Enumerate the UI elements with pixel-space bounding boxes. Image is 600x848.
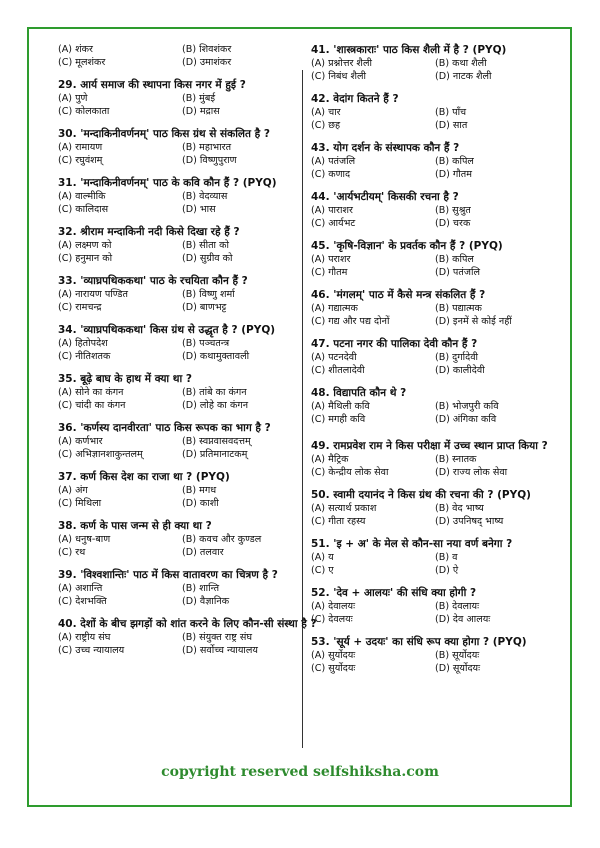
answer-option: (B) कथा शैली (435, 58, 487, 69)
answer-option: (A) लक्ष्मण को (58, 240, 112, 251)
answer-option: (D) इनमें से कोई नहीं (435, 316, 512, 327)
question-block (311, 537, 556, 577)
answer-option: (B) दुर्गादेवी (435, 352, 479, 363)
question-block (311, 635, 556, 675)
answer-option: (D) मद्रास (182, 106, 220, 117)
answer-option: (D) बाणभट्ट (182, 302, 227, 313)
question-block (311, 190, 556, 230)
answer-option: (C) गौतम (311, 267, 348, 278)
question-block (311, 586, 556, 626)
question-block (58, 568, 303, 608)
answer-option: (C) मगही कवि (311, 414, 366, 425)
question-text: 46. 'मंगलम्' पाठ में कैसे मन्त्र संकलित हैं ? (311, 289, 486, 301)
answer-options (58, 533, 303, 559)
answer-option: (C) ए (311, 565, 334, 576)
answer-option: (D) राज्य लोक सेवा (435, 467, 508, 478)
question-text: 40. देशों के बीच झगड़ों को शांत करने के लिए कौन-सी संस्था है ? (58, 618, 317, 630)
answer-option: (D) कथामुक्तावली (182, 351, 250, 362)
answer-option: (A) नारायण पण्डित (58, 289, 128, 300)
answer-options (58, 484, 303, 510)
question-text: 47. पटना नगर की पालिका देवी कौन हैं ? (311, 338, 478, 350)
answer-options (311, 253, 556, 279)
question-text: 49. रामप्रवेश राम ने किस परीक्षा में उच्च स्थान प्राप्त किया ? (311, 440, 548, 452)
copyright-footer[interactable]: copyright reserved selfshiksha.com (161, 764, 439, 780)
answer-option: (A) सत्यार्थ प्रकाश (311, 503, 377, 514)
question-block (311, 439, 556, 479)
question-text: 44. 'आर्यभटीयम्' किसकी रचना है ? (311, 191, 459, 203)
answer-option: (C) शीतलादेवी (311, 365, 365, 376)
answer-option: (A) शंकर (58, 44, 93, 55)
answer-option: (B) सूर्योदयः (435, 650, 480, 661)
answer-option: (B) संयुक्त राष्ट्र संघ (182, 632, 253, 643)
answer-option: (C) देवलयः (311, 614, 353, 625)
answer-option: (B) कपिल (435, 254, 474, 265)
question-text: 32. श्रीराम मन्दाकिनी नदी किसे दिखा रहे हैं ? (58, 226, 240, 238)
question-text: 39. 'विश्वशान्तिः' पाठ में किस वातावरण का चित्रण है ? (58, 569, 278, 581)
answer-options (311, 551, 556, 577)
question-block (311, 488, 556, 528)
answer-options (58, 288, 303, 314)
question-block (58, 78, 303, 118)
question-block (58, 470, 303, 510)
answer-option: (D) भास (182, 204, 216, 215)
question-text: 51. 'इ + अ' के मेल से कौन-सा नया वर्ण बनेगा ? (311, 538, 513, 550)
right-question-column (311, 43, 556, 675)
answer-option: (B) मगध (182, 485, 217, 496)
question-block (58, 225, 303, 265)
answer-options (311, 155, 556, 181)
answer-options (58, 386, 303, 412)
answer-option: (D) गौतम (435, 169, 473, 180)
question-text: 31. 'मन्दाकिनीवर्णनम्' पाठ के कवि कौन हैं ? (PYQ) (58, 177, 277, 189)
question-block (58, 43, 303, 69)
answer-option: (D) अंगिका कवि (435, 414, 497, 425)
answer-option: (B) शिवशंकर (182, 44, 232, 55)
answer-option: (C) रघुवंशम् (58, 155, 103, 166)
answer-option: (D) सर्वोच्च न्यायालय (182, 645, 258, 656)
answer-options (58, 435, 303, 461)
question-block (311, 43, 556, 83)
question-text: 33. 'व्याघ्रपथिककथा' पाठ के रचयिता कौन हैं ? (58, 275, 248, 287)
answer-option: (B) मुंबई (182, 93, 216, 104)
answer-option: (C) मूलशंकर (58, 57, 106, 68)
answer-option: (B) पाँच (435, 107, 467, 118)
answer-option: (B) स्नातक (435, 454, 477, 465)
answer-option: (C) रथ (58, 547, 86, 558)
question-block (58, 176, 303, 216)
answer-option: (A) वाल्मीकि (58, 191, 106, 202)
answer-options (311, 204, 556, 230)
question-text: 30. 'मन्दाकिनीवर्णनम्' पाठ किस ग्रंथ से संकलित है ? (58, 128, 271, 140)
answer-options (311, 453, 556, 479)
answer-option: (C) नीतिशतक (58, 351, 111, 362)
question-text: 48. विद्यापति कौन थे ? (311, 387, 407, 399)
answer-option: (C) आर्यभट (311, 218, 356, 229)
answer-option: (D) सुग्रीव को (182, 253, 233, 264)
answer-option: (A) देवालयः (311, 601, 356, 612)
answer-options (58, 582, 303, 608)
question-block (58, 421, 303, 461)
answer-option: (A) पराशर (311, 254, 351, 265)
answer-option: (A) सोने का कंगन (58, 387, 124, 398)
answer-option: (B) पञ्चतन्त्र (182, 338, 230, 349)
answer-option: (A) पाराशर (311, 205, 353, 216)
answer-option: (C) उच्च न्यायालय (58, 645, 125, 656)
question-block (311, 337, 556, 377)
answer-option: (B) भोजपुरी कवि (435, 401, 499, 412)
answer-option: (B) सीता को (182, 240, 229, 251)
answer-option: (D) सूर्योदयः (435, 663, 481, 674)
answer-options (58, 239, 303, 265)
answer-option: (C) कालिदास (58, 204, 109, 215)
answer-option: (A) हितोपदेश (58, 338, 108, 349)
answer-option: (A) पतंजलि (311, 156, 356, 167)
answer-option: (D) प्रतिमानाटकम् (182, 449, 248, 460)
answer-options (58, 631, 303, 657)
answer-option: (D) लोहे का कंगन (182, 400, 249, 411)
question-text: 34. 'व्याघ्रपथिककथा' किस ग्रंथ से उद्धृत है ? (PYQ) (58, 324, 276, 336)
answer-option: (A) चार (311, 107, 341, 118)
answer-option: (D) कालीदेवी (435, 365, 485, 376)
answer-option: (C) मिथिला (58, 498, 102, 509)
question-text: 53. 'सूर्य + उदयः' का संधि रूप क्या होगा ? (PYQ) (311, 636, 527, 648)
question-text: 36. 'कर्णस्य दानवीरता' पाठ किस रूपक का भाग है ? (58, 422, 271, 434)
answer-option: (A) मैट्रिक (311, 454, 349, 465)
question-block (311, 239, 556, 279)
answer-options (311, 57, 556, 83)
question-text: 43. योग दर्शन के संस्थापक कौन हैं ? (311, 142, 460, 154)
answer-option: (D) उमाशंकर (182, 57, 232, 68)
answer-option: (B) महाभारत (182, 142, 232, 153)
answer-option: (A) प्रश्नोत्तर शैली (311, 58, 372, 69)
answer-option: (D) विष्णुपुराण (182, 155, 237, 166)
answer-options (58, 43, 303, 69)
question-text: 37. कर्ण किस देश का राजा था ? (PYQ) (58, 471, 230, 483)
answer-options (58, 141, 303, 167)
answer-options (58, 92, 303, 118)
answer-option: (A) रामायण (58, 142, 103, 153)
question-block (311, 141, 556, 181)
answer-option: (B) कवच और कुण्डल (182, 534, 262, 545)
answer-option: (B) स्वप्नवासवदत्तम् (182, 436, 251, 447)
question-block (311, 288, 556, 328)
answer-option: (C) गीता रहस्य (311, 516, 366, 527)
answer-option: (A) सुर्योदयः (311, 650, 356, 661)
question-block (58, 127, 303, 167)
question-block (311, 386, 556, 426)
answer-options (311, 302, 556, 328)
answer-option: (C) चांदी का कंगन (58, 400, 126, 411)
answer-option: (A) अशान्ति (58, 583, 103, 594)
answer-option: (B) तांबे का कंगन (182, 387, 247, 398)
question-text: 52. 'देव + आलयः' की संधि क्या होगी ? (311, 587, 477, 599)
answer-option: (B) पद्यात्मक (435, 303, 482, 314)
answer-option: (A) पटनदेवी (311, 352, 357, 363)
answer-option: (C) केन्द्रीय लोक सेवा (311, 467, 389, 478)
left-question-column (58, 43, 317, 657)
answer-option: (C) गद्य और पद्य दोनों (311, 316, 390, 327)
answer-option: (A) राष्ट्रीय संघ (58, 632, 111, 643)
answer-options (311, 400, 556, 426)
answer-option: (C) कणाद (311, 169, 351, 180)
answer-option: (C) कोलकाता (58, 106, 110, 117)
answer-option: (C) अभिज्ञानशाकुन्तलम् (58, 449, 143, 460)
answer-option: (A) कर्णभार (58, 436, 103, 447)
answer-option: (C) छह (311, 120, 341, 131)
answer-option: (D) सात (435, 120, 468, 131)
answer-option: (C) रामचन्द्र (58, 302, 102, 313)
answer-option: (C) निबंध शैली (311, 71, 366, 82)
answer-options (311, 600, 556, 626)
answer-option: (B) कपिल (435, 156, 474, 167)
answer-option: (B) शान्ति (182, 583, 220, 594)
question-block (311, 92, 556, 132)
question-text: 42. वेदांग कितने हैं ? (311, 93, 399, 105)
question-text: 35. बूढ़े बाघ के हाथ में क्या था ? (58, 373, 192, 385)
answer-option: (A) गद्यात्मक (311, 303, 358, 314)
question-block (58, 323, 303, 363)
question-text: 45. 'कृषि-विज्ञान' के प्रवर्तक कौन हैं ? (PYQ) (311, 240, 503, 252)
answer-options (311, 649, 556, 675)
answer-options (58, 337, 303, 363)
answer-option: (B) वेद भाष्य (435, 503, 484, 514)
question-block (58, 372, 303, 412)
answer-option: (D) ऐ (435, 565, 459, 576)
answer-option: (B) देवलायः (435, 601, 480, 612)
answer-option: (D) देव आलयः (435, 614, 491, 625)
answer-option: (A) धनुष-बाण (58, 534, 111, 545)
answer-option: (C) देशभक्ति (58, 596, 107, 607)
answer-option: (D) काशी (182, 498, 219, 509)
answer-option: (A) अंग (58, 485, 88, 496)
answer-options (311, 351, 556, 377)
answer-option: (A) मैथिली कवि (311, 401, 370, 412)
question-text: 38. कर्ण के पास जन्म से ही क्या था ? (58, 520, 212, 532)
question-block (58, 274, 303, 314)
answer-option: (C) हनुमान को (58, 253, 113, 264)
answer-option: (B) वेदव्यास (182, 191, 228, 202)
question-text: 41. 'शास्त्रकाराः' पाठ किस शैली में है ? (PYQ) (311, 44, 507, 56)
answer-option: (A) पुणे (58, 93, 88, 104)
answer-option: (B) सुश्रुत (435, 205, 471, 216)
answer-option: (D) वैज्ञानिक (182, 596, 230, 607)
question-block (58, 617, 317, 657)
answer-option: (B) विष्णु शर्मा (182, 289, 235, 300)
answer-options (311, 502, 556, 528)
answer-option: (D) उपनिषद् भाष्य (435, 516, 504, 527)
answer-option: (D) चरक (435, 218, 471, 229)
answer-options (58, 190, 303, 216)
answer-options (311, 106, 556, 132)
question-block (58, 519, 303, 559)
question-text: 50. स्वामी दयानंद ने किस ग्रंथ की रचना की ? (PYQ) (311, 489, 531, 501)
answer-option: (C) सुर्योदयः (311, 663, 356, 674)
answer-option: (B) व (435, 552, 458, 563)
question-text: 29. आर्य समाज की स्थापना किस नगर में हुई ? (58, 79, 246, 91)
answer-option: (D) पतंजलि (435, 267, 480, 278)
answer-option: (D) तलवार (182, 547, 224, 558)
answer-option: (A) य (311, 552, 334, 563)
answer-option: (D) नाटक शैली (435, 71, 492, 82)
